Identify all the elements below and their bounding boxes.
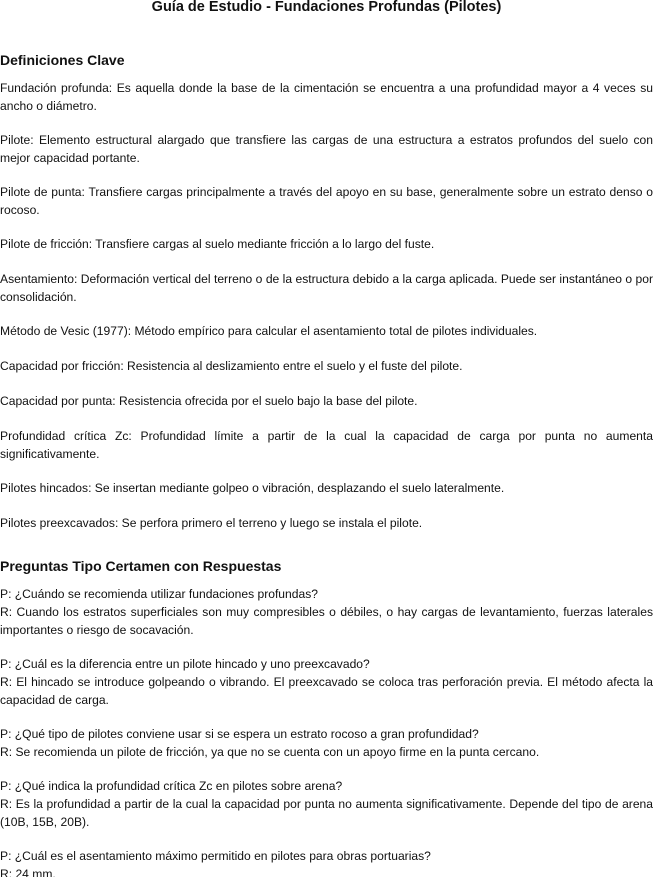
answer-text: R: Se recomienda un pilote de fricción, ya que no se cuenta con un apoyo firme en la punta cercano. <box>0 745 540 759</box>
definitions-heading: Definiciones Clave <box>0 52 125 68</box>
definition-end-bearing-pile: Pilote de punta: Transfiere cargas principalmente a través del apoyo en su base, generalmente sobre un estrato denso o rocoso. <box>0 185 653 217</box>
qa-item <box>0 655 653 709</box>
answer-text: R: 24 mm. <box>0 867 56 877</box>
definition-driven-piles: Pilotes hincados: Se insertan mediante golpeo o vibración, desplazando el suelo lateralmente. <box>0 481 505 495</box>
qa-item <box>0 847 653 877</box>
definition-friction-capacity: Capacidad por fricción: Resistencia al deslizamiento entre el suelo y el fuste del pilote. <box>0 359 463 373</box>
definition-vesic-method: Método de Vesic (1977): Método empírico para calcular el asentamiento total de pilotes individuales. <box>0 324 538 338</box>
definition-friction-pile: Pilote de fricción: Transfiere cargas al suelo mediante fricción a lo largo del fuste. <box>0 237 435 251</box>
answer-text: R: Es la profundidad a partir de la cual la capacidad por punta no aumenta significativamente. Depende del tipo de arena (10B, 15B, 20B). <box>0 797 653 829</box>
page-title: Guía de Estudio - Fundaciones Profundas (Pilotes) <box>151 0 502 15</box>
question-text: P: ¿Qué tipo de pilotes conviene usar si se espera un estrato rocoso a gran profundidad? <box>0 727 479 741</box>
answer-text: R: Cuando los estratos superficiales son muy compresibles o débiles, o hay cargas de levantamiento, fuerzas laterales importantes o riesgo de socavación. <box>0 605 653 637</box>
qa-item <box>0 777 653 831</box>
definition-deep-foundation: Fundación profunda: Es aquella donde la base de la cimentación se encuentra a una profundidad mayor a 4 veces su ancho o diámetro. <box>0 81 653 113</box>
question-text: P: ¿Cuál es el asentamiento máximo permitido en pilotes para obras portuarias? <box>0 849 431 863</box>
qa-item <box>0 725 653 761</box>
definition-pile: Pilote: Elemento estructural alargado que transfiere las cargas de una estructura a estratos profundos del suelo con mejor capacidad portante. <box>0 133 653 165</box>
questions-heading: Preguntas Tipo Certamen con Respuestas <box>0 558 282 574</box>
answer-text: R: El hincado se introduce golpeando o vibrando. El preexcavado se coloca tras perforación previa. El método afecta la capacidad de carga. <box>0 675 653 707</box>
definition-tip-capacity: Capacidad por punta: Resistencia ofrecida por el suelo bajo la base del pilote. <box>0 394 418 408</box>
question-text: P: ¿Cuándo se recomienda utilizar fundaciones profundas? <box>0 587 318 601</box>
definition-bored-piles: Pilotes preexcavados: Se perfora primero el terreno y luego se instala el pilote. <box>0 516 423 530</box>
definition-critical-depth: Profundidad crítica Zc: Profundidad límite a partir de la cual la capacidad de carga por punta no aumenta significativamente. <box>0 429 653 461</box>
definition-settlement: Asentamiento: Deformación vertical del terreno o de la estructura debido a la carga aplicada. Puede ser instantáneo o por consolidación. <box>0 272 653 304</box>
question-text: P: ¿Cuál es la diferencia entre un pilote hincado y uno preexcavado? <box>0 657 370 671</box>
question-text: P: ¿Qué indica la profundidad crítica Zc en pilotes sobre arena? <box>0 779 343 793</box>
qa-item <box>0 585 653 639</box>
